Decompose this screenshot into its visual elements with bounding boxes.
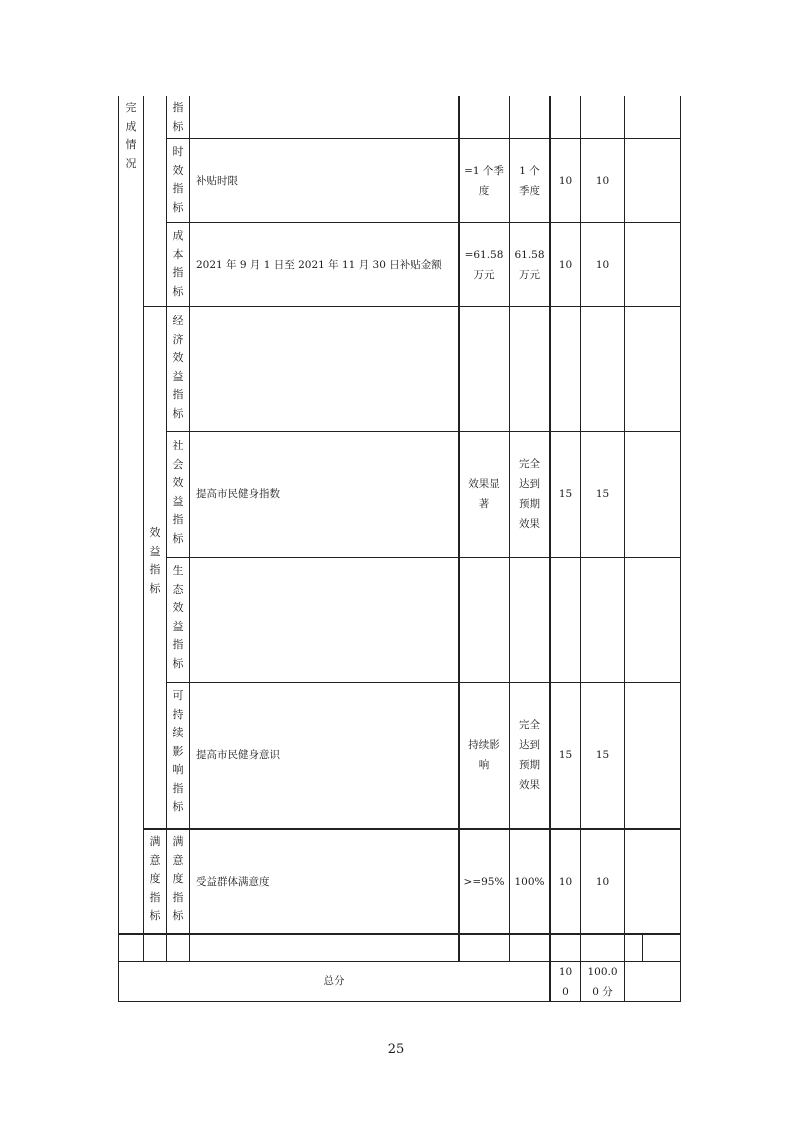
- row-category: 可 持 续 影 响 指 标: [172, 689, 184, 813]
- total-weight: 10 0: [558, 966, 573, 998]
- col-line: [166, 96, 167, 962]
- total-label: 总分: [323, 975, 345, 987]
- row-category: 生 态 效 益 指 标: [172, 564, 184, 670]
- row-target-value: 效果显 著: [468, 478, 500, 510]
- page-number: 25: [387, 1042, 405, 1057]
- col-line: [143, 96, 144, 962]
- row-indicator-name: 补贴时限: [196, 175, 238, 187]
- row-line: [166, 682, 681, 683]
- row-indicator-name: 提高市民健身指数: [196, 488, 280, 500]
- row-category: 社 会 效 益 指 标: [172, 439, 184, 545]
- row-target-value: =1 个季 度: [464, 165, 504, 197]
- table-border-right: [680, 96, 681, 1002]
- row-target-value: >=95%: [463, 876, 505, 888]
- col-line: [189, 96, 190, 962]
- row-actual-value: 1 个 季度: [519, 165, 540, 197]
- benefit-indicator-label: 效 益 指 标: [149, 526, 161, 595]
- row-line: [166, 222, 681, 223]
- col-line: [642, 934, 643, 962]
- row-weight: 10: [558, 259, 573, 271]
- row-score: 15: [595, 488, 610, 500]
- row-weight: 10: [558, 876, 573, 888]
- table-border-left: [118, 96, 119, 1002]
- row-weight: 10: [558, 175, 573, 187]
- col-line: [624, 96, 625, 1002]
- row-score: 10: [595, 175, 610, 187]
- row-indicator-name: 提高市民健身意识: [196, 749, 280, 761]
- row-line: [166, 138, 681, 139]
- row-indicator-name: 受益群体满意度: [196, 876, 270, 888]
- row-indicator-name: 2021 年 9 月 1 日至 2021 年 11 月 30 日补贴金额: [196, 259, 442, 271]
- row-category: 经 济 效 益 指 标: [172, 314, 184, 420]
- row-line: [143, 828, 681, 830]
- col-line: [458, 96, 460, 962]
- row-line: [166, 557, 681, 558]
- row-actual-value: 100%: [514, 876, 545, 888]
- row-score: 15: [595, 749, 610, 761]
- total-score: 100.0 0 分: [587, 966, 618, 998]
- row-line: [143, 306, 681, 307]
- row-actual-value: 完全 达到 预期 效果: [519, 458, 540, 530]
- row-category: 成 本 指 标: [172, 229, 184, 298]
- row-score: 10: [595, 876, 610, 888]
- row-actual-value: 完全 达到 预期 效果: [519, 719, 540, 791]
- row-line: [166, 431, 681, 432]
- col-line: [580, 96, 581, 1002]
- row-category: 时 效 指 标: [172, 145, 184, 214]
- row-line: [118, 933, 681, 935]
- row-actual-value: 61.58 万元: [514, 249, 545, 281]
- col1-label: 完 成 情 况: [125, 101, 137, 170]
- col-line: [549, 96, 551, 1002]
- row-category: 指 标: [172, 101, 184, 133]
- row-category: 满 意 度 指 标: [172, 835, 184, 922]
- row-weight: 15: [558, 488, 573, 500]
- row-weight: 15: [558, 749, 573, 761]
- row-target-value: =61.58 万元: [464, 249, 504, 281]
- row-target-value: 持续影 响: [468, 739, 500, 771]
- satisfaction-indicator-label: 满 意 度 指 标: [149, 835, 161, 922]
- row-score: 10: [595, 259, 610, 271]
